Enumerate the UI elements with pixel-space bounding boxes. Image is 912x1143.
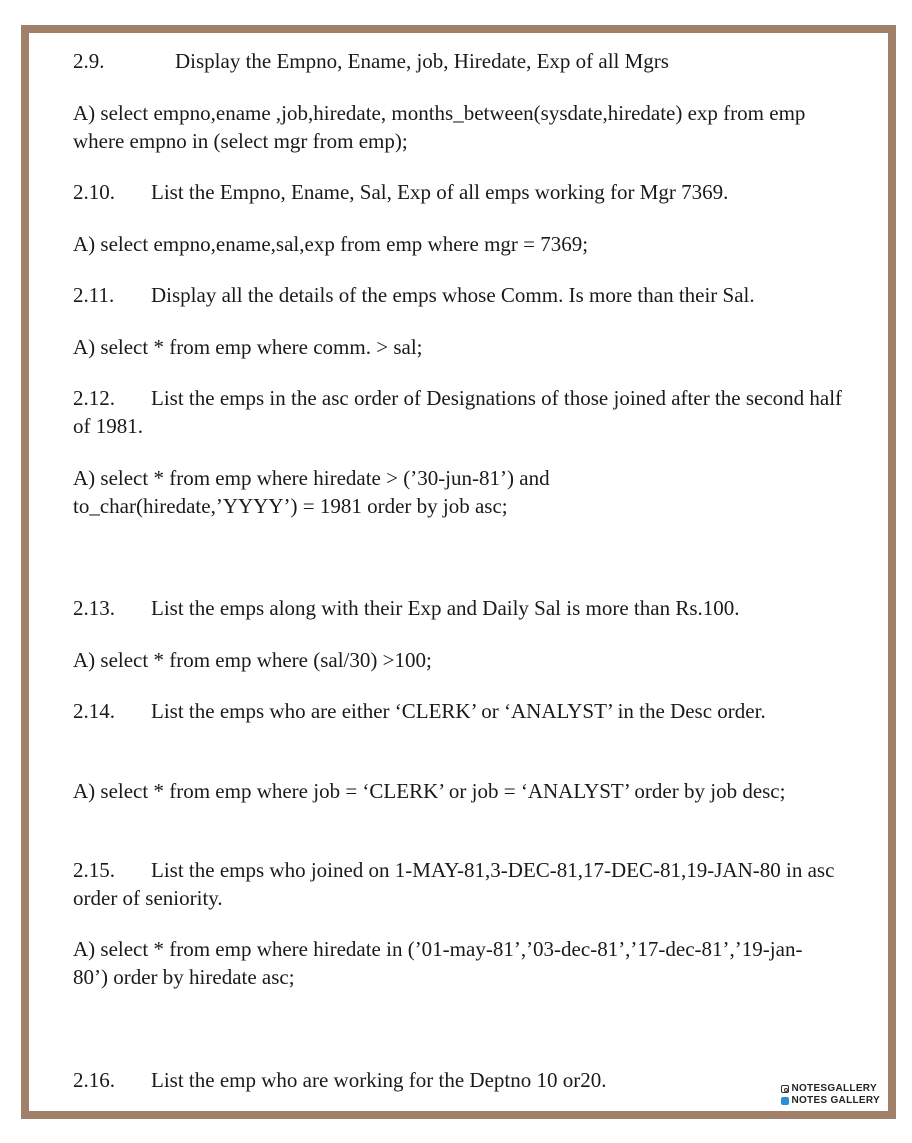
answer-2-13: A) select * from emp where (sal/30) >100; (73, 648, 432, 672)
question-2-10 (73, 178, 728, 206)
instagram-icon (781, 1085, 789, 1093)
question-text: Display the Empno, Ename, job, Hiredate, Exp of all Mgrs (175, 49, 669, 73)
question-number: 2.9. (73, 49, 105, 73)
answer-2-9: A) select empno,ename ,job,hiredate, months_between(sysdate,hiredate) exp from emp where empno in (select mgr from emp); (73, 101, 806, 153)
question-2-11 (73, 281, 755, 309)
question-text: List the emps along with their Exp and Daily Sal is more than Rs.100. (151, 596, 740, 620)
page-frame (21, 25, 896, 1119)
question-number: 2.15. (73, 858, 115, 882)
answer-2-15: A) select * from emp where hiredate in (’01-may-81’,’03-dec-81’,’17-dec-81’,’19-jan-80’) order by hiredate asc; (73, 937, 803, 989)
question-2-13 (73, 594, 740, 622)
question-2-12 (73, 384, 848, 440)
question-number: 2.12. (73, 386, 115, 410)
question-2-9 (73, 47, 669, 75)
question-number: 2.13. (73, 596, 115, 620)
question-number: 2.14. (73, 699, 115, 723)
answer-2-12: A) select * from emp where hiredate > (’30-jun-81’) and to_char(hiredate,’YYYY’) = 1981 order by job asc; (73, 466, 550, 518)
question-2-15 (73, 856, 858, 912)
question-text: Display all the details of the emps whose Comm. Is more than their Sal. (151, 283, 755, 307)
question-number: 2.16. (73, 1068, 115, 1092)
question-text: List the emp who are working for the Deptno 10 or20. (151, 1068, 607, 1092)
telegram-icon (781, 1097, 789, 1105)
answer-2-11: A) select * from emp where comm. > sal; (73, 335, 423, 359)
answer-2-14: A) select * from emp where job = ‘CLERK’ or job = ‘ANALYST’ order by job desc; (73, 779, 786, 803)
watermark-line-2: NOTES GALLERY (791, 1095, 880, 1106)
answer-2-10: A) select empno,ename,sal,exp from emp where mgr = 7369; (73, 232, 589, 256)
question-2-16 (73, 1066, 606, 1094)
question-text: List the emps who are either ‘CLERK’ or ‘ANALYST’ in the Desc order. (151, 699, 766, 723)
question-number: 2.11. (73, 283, 115, 307)
question-text: List the emps in the asc order of Designations of those joined after the second half of 1981. (73, 386, 843, 438)
question-2-14 (73, 697, 813, 725)
watermark-line-1: NOTESGALLERY (791, 1083, 877, 1094)
question-text: List the emps who joined on 1-MAY-81,3-DEC-81,17-DEC-81,19-JAN-80 in asc order of seniority. (73, 858, 835, 910)
question-number: 2.10. (73, 180, 115, 204)
watermark (781, 1083, 880, 1107)
question-text: List the Empno, Ename, Sal, Exp of all emps working for Mgr 7369. (151, 180, 729, 204)
